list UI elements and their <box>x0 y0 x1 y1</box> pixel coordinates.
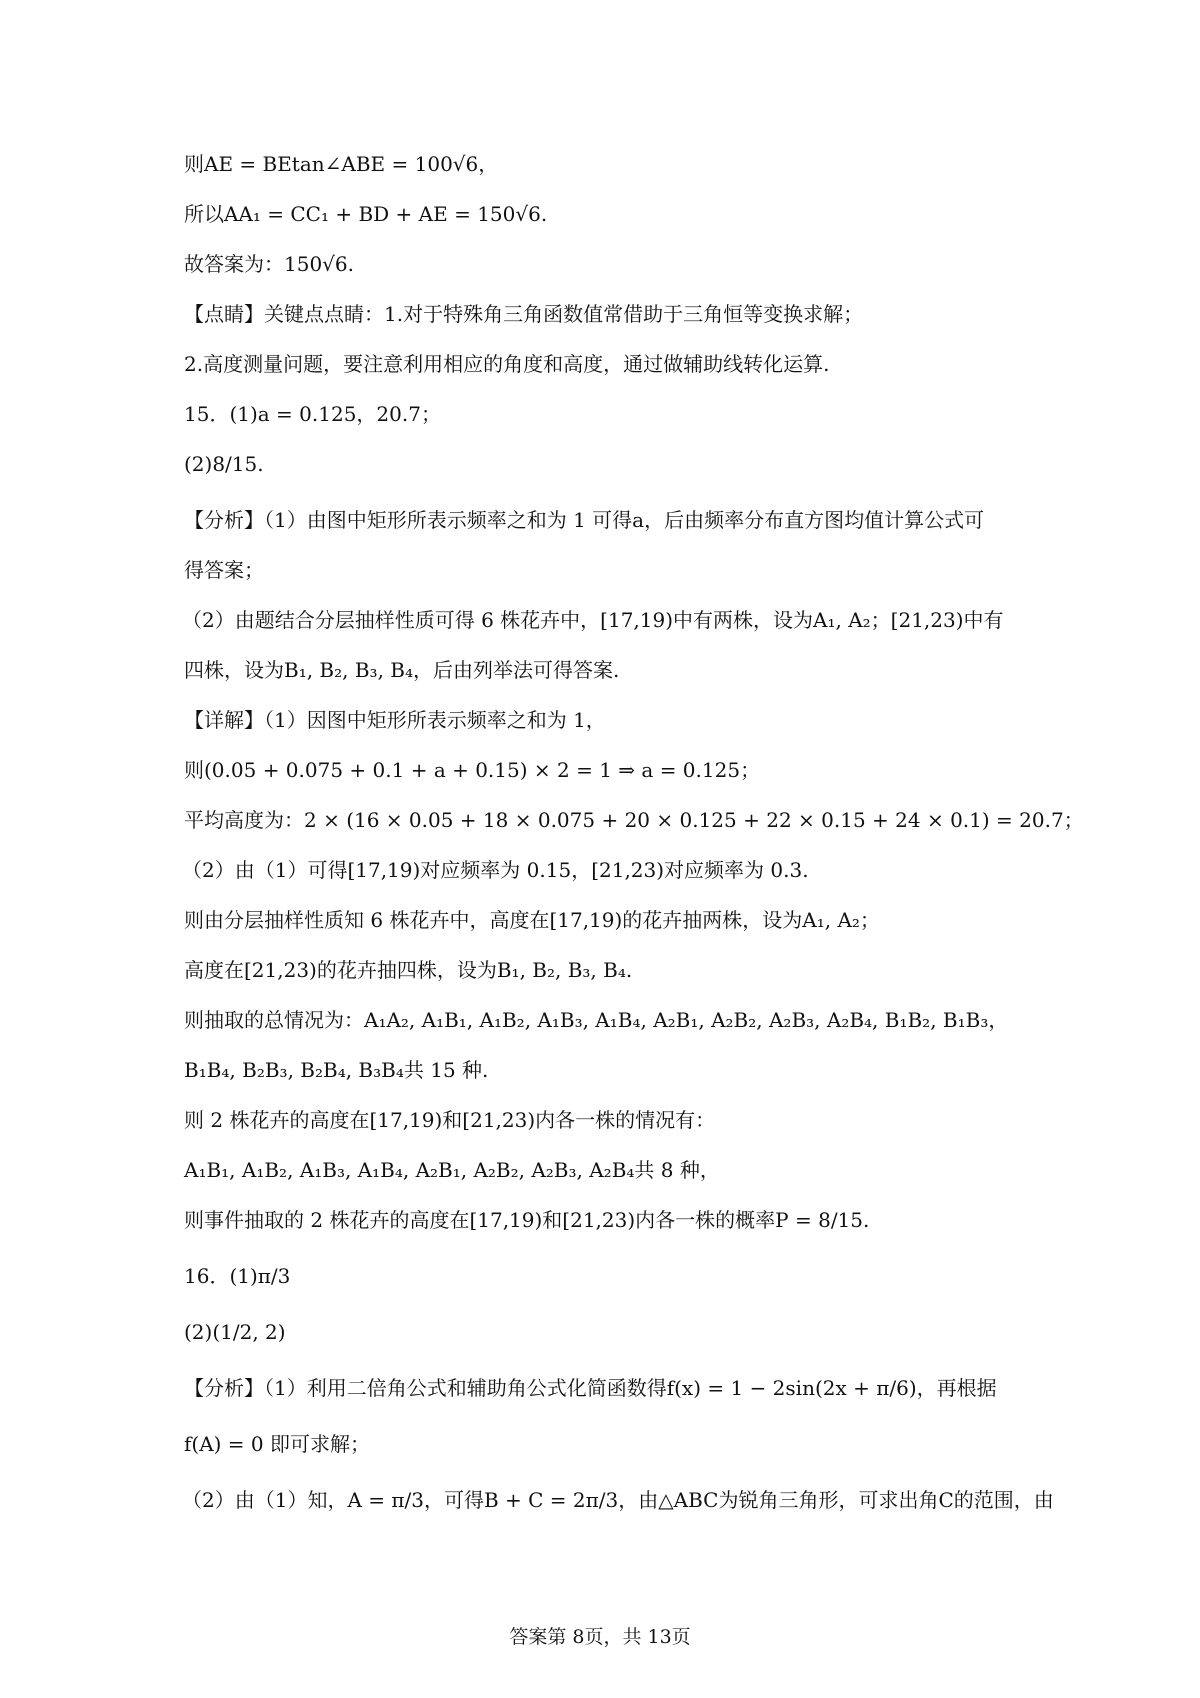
text-line: 高度在[21,23)的花卉抽四株，设为B₁, B₂, B₃, B₄. <box>184 958 633 982</box>
text-line: （2）由题结合分层抽样性质可得 6 株花卉中，[17,19)中有两株，设为A₁, A₂；[21,23)中有 <box>182 608 1004 632</box>
text-line: 2.高度测量问题，要注意利用相应的角度和高度，通过做辅助线转化运算. <box>184 352 830 376</box>
text-line: 则 2 株花卉的高度在[17,19)和[21,23)内各一株的情况有： <box>184 1108 716 1132</box>
text-line: 故答案为：150√6. <box>184 252 354 276</box>
text-line: 则(0.05 + 0.075 + 0.1 + a + 0.15) × 2 = 1 ⇒ a = 0.125； <box>184 758 761 782</box>
text-line: 【详解】（1）因图中矩形所表示频率之和为 1， <box>184 708 606 732</box>
text-line: (2)(1/2, 2) <box>184 1320 286 1344</box>
text-line: 则AE = BEtan∠ABE = 100√6， <box>184 152 499 176</box>
text-line: A₁B₁, A₁B₂, A₁B₃, A₁B₄, A₂B₁, A₂B₂, A₂B₃, A₂B₄共 8 种， <box>184 1158 720 1182</box>
text-line: （2）由（1）可得[17,19)对应频率为 0.15，[21,23)对应频率为 0.3. <box>182 858 809 882</box>
text-line: 得答案； <box>184 558 264 582</box>
text-line: （2）由（1）知，A = π/3，可得B + C = 2π/3，由△ABC为锐角三角形，可求出角C的范围，由 <box>182 1488 1054 1512</box>
text-line: 四株，设为B₁, B₂, B₃, B₄，后由列举法可得答案. <box>184 658 620 682</box>
text-line: 则由分层抽样性质知 6 株花卉中，高度在[17,19)的花卉抽两株，设为A₁, A₂； <box>184 908 880 932</box>
page-footer: 答案第 8页，共 13页 <box>509 1626 691 1648</box>
text-line: (2)8/15. <box>184 452 264 476</box>
text-line: 则抽取的总情况为：A₁A₂, A₁B₁, A₁B₂, A₁B₃, A₁B₄, A₂B₁, A₂B₂, A₂B₃, A₂B₄, B₁B₂, B₁B₃， <box>184 1008 1009 1032</box>
text-line: 所以AA₁ = CC₁ + BD + AE = 150√6. <box>184 202 548 226</box>
text-line: 【点睛】关键点点睛：1.对于特殊角三角函数值常借助于三角恒等变换求解； <box>184 302 864 326</box>
text-line: 则事件抽取的 2 株花卉的高度在[17,19)和[21,23)内各一株的概率P = 8/15. <box>184 1208 870 1232</box>
text-line: B₁B₄, B₂B₃, B₂B₄, B₃B₄共 15 种. <box>184 1058 489 1082</box>
text-line: 平均高度为：2 × (16 × 0.05 + 18 × 0.075 + 20 × 0.125 + 22 × 0.15 + 24 × 0.1) = 20.7； <box>184 808 1084 832</box>
text-line: 【分析】（1）利用二倍角公式和辅助角公式化简函数得f(x) = 1 − 2sin(2x + π/6)，再根据 <box>184 1376 997 1400</box>
text-line: f(A) = 0 即可求解； <box>184 1432 371 1456</box>
text-line: 【分析】（1）由图中矩形所表示频率之和为 1 可得a，后由频率分布直方图均值计算公式可 <box>184 508 985 532</box>
text-line: 15．(1)a = 0.125，20.7； <box>184 402 441 426</box>
text-line: 16．(1)π/3 <box>184 1264 291 1288</box>
